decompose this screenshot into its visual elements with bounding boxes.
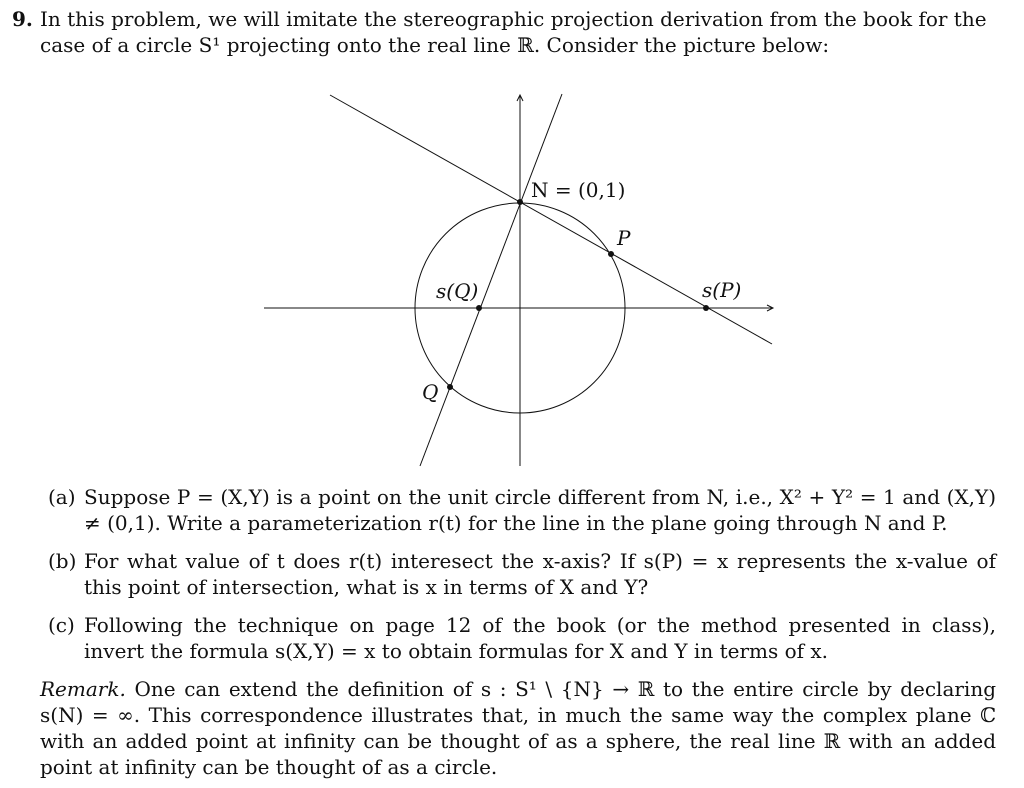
problem-number: 9. <box>12 7 33 31</box>
stereographic-projection-figure <box>250 86 790 472</box>
part-a-label: (a) <box>48 485 76 509</box>
part-c <box>48 612 996 664</box>
part-b-text: For what value of t does r(t) interesect the x-axis? If s(P) = x represents the x-value of this point of intersection, what is x in terms of X and Y? <box>84 549 996 599</box>
part-c-text: Following the technique on page 12 of the book (or the method presented in class), invert the formula s(X,Y) = x to obtain formulas for X and Y in terms of x. <box>84 613 996 663</box>
point-q <box>447 384 453 390</box>
point-sp <box>703 305 709 311</box>
part-a <box>48 484 996 536</box>
part-b-label: (b) <box>48 549 77 573</box>
part-b <box>48 548 996 600</box>
point-n <box>517 199 523 205</box>
remark <box>40 676 996 780</box>
problem-text: In this problem, we will imitate the stereographic projection derivation from the book for the case of a circle S¹ projecting onto the real line ℝ. Consider the picture below: <box>40 7 987 57</box>
part-a-text: Suppose P = (X,Y) is a point on the unit circle different from N, i.e., X² + Y² = 1 and (X,Y) ≠ (0,1). Write a parameterization r(t) for the line in the plane going through N and P. <box>84 485 996 535</box>
label-sq: s(Q) <box>436 279 479 303</box>
label-p: P <box>617 226 631 250</box>
remark-text: One can extend the definition of s : S¹ \ {N} → ℝ to the entire circle by declaring s(N) = ∞. This correspondence illustrates that, in much the same way the complex plane ℂ with an added point at infinity can be thought of as a sphere, the real line ℝ with an added point at infinity can be thought of as a circle. <box>40 677 997 779</box>
problem-statement <box>12 6 1000 58</box>
label-sp: s(P) <box>702 278 742 302</box>
remark-label: Remark. <box>40 677 126 701</box>
label-n: N = (0,1) <box>531 178 626 202</box>
point-sq <box>476 305 482 311</box>
point-p <box>608 251 614 257</box>
part-c-label: (c) <box>48 613 75 637</box>
label-q: Q <box>422 380 439 404</box>
